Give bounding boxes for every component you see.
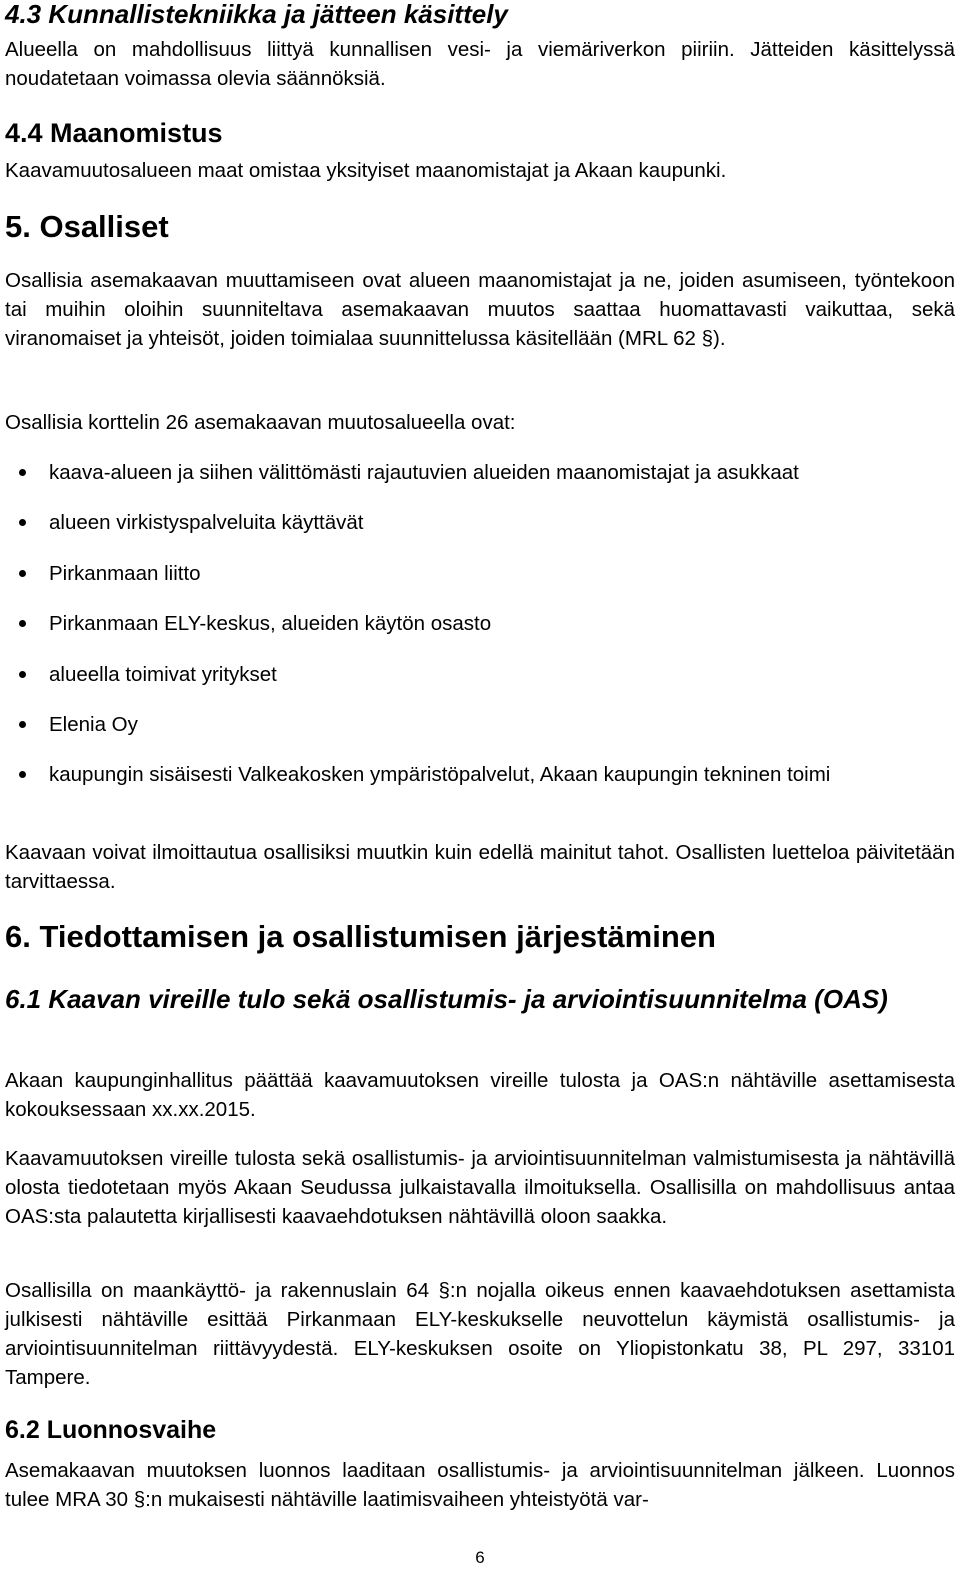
bullet-icon — [19, 671, 26, 678]
list-item: Elenia Oy — [5, 710, 955, 739]
section-5-paragraph-1: Osallisia asemakaavan muuttamiseen ovat alueen maanomistajat ja ne, joiden asumiseen, työntekoon tai muihin oloihin suunniteltava asemakaavan muutos saattaa huomattavasti vaikuttaa, sekä viranomaiset ja yhteisöt, joiden toimialaa suunnittelussa käsitellään (MRL 62 §). — [5, 269, 955, 350]
section-6-2-paragraph-1: Asemakaavan muutoksen luonnos laaditaan osallistumis- ja arviointisuunnitelman jälkeen. Luonnos tulee MRA 30 §:n mukaisesti nähtäville laatimisvaiheen yhteistyötä var- — [5, 1459, 955, 1511]
section-4-3-text: Alueella on mahdollisuus liittyä kunnallisen vesi- ja viemäriverkon piiriin. Jätteiden käsittelyssä noudatetaan voimassa olevia säännöksiä. — [5, 38, 955, 90]
bullet-icon — [19, 620, 26, 627]
section-4-4-heading: 4.4 Maanomistus — [5, 118, 223, 148]
section-6-2-heading: 6.2 Luonnosvaihe — [5, 1416, 217, 1444]
bullet-icon — [19, 570, 26, 577]
list-item: kaava-alueen ja siihen välittömästi rajautuvien alueiden maanomistajat ja asukkaat — [5, 458, 955, 487]
bullet-icon — [19, 519, 26, 526]
section-5-heading: 5. Osalliset — [5, 209, 169, 244]
section-6-heading: 6. Tiedottamisen ja osallistumisen järjestäminen — [5, 919, 716, 954]
list-item: alueen virkistyspalveluita käyttävät — [5, 508, 955, 537]
section-5-paragraph-2: Osallisia korttelin 26 asemakaavan muutosalueella ovat: — [5, 411, 516, 434]
section-6-1-paragraph-2: Kaavamuutoksen vireille tulosta sekä osallistumis- ja arviointisuunnitelman valmistumisesta ja nähtävillä olosta tiedotetaan myös Akaan Seudussa julkaistavalla ilmoituksella. Osallisilla on mahdollisuus antaa OAS:sta palautetta kirjallisesti kaavaehdotuksen nähtävillä oloon saakka. — [5, 1147, 955, 1228]
section-6-1-paragraph-1: Akaan kaupunginhallitus päättää kaavamuutoksen vireille tulosta ja OAS:n nähtäville asettamisesta kokouksessaan xx.xx.2015. — [5, 1069, 955, 1121]
bullet-icon — [19, 721, 26, 728]
bullet-icon — [19, 469, 26, 476]
section-6-1-paragraph-3: Osallisilla on maankäyttö- ja rakennuslain 64 §:n nojalla oikeus ennen kaavaehdotuksen asettamista julkisesti nähtäville esittää Pirkanmaan ELY-keskukselle neuvottelun käymistä osallistumis- ja arviointisuunnitelman riittävyydestä. ELY-keskuksen osoite on Yliopistonkatu 38, PL 297, 33101 Tampere. — [5, 1279, 955, 1389]
list-item: alueella toimivat yritykset — [5, 660, 955, 689]
section-4-3-heading: 4.3 Kunnallistekniikka ja jätteen käsittely — [5, 0, 508, 29]
list-item: kaupungin sisäisesti Valkeakosken ympäristöpalvelut, Akaan kaupungin tekninen toimi — [5, 760, 955, 789]
page-number: 6 — [475, 1548, 485, 1567]
section-5-paragraph-3: Kaavaan voivat ilmoittautua osallisiksi muutkin kuin edellä mainitut tahot. Osallisten luetteloa päivitetään tarvittaessa. — [5, 841, 955, 893]
list-item: Pirkanmaan ELY-keskus, alueiden käytön osasto — [5, 609, 955, 638]
bullet-icon — [19, 771, 26, 778]
section-4-4-text: Kaavamuutosalueen maat omistaa yksityiset maanomistajat ja Akaan kaupunki. — [5, 159, 727, 182]
list-item: Pirkanmaan liitto — [5, 559, 955, 588]
section-6-1-heading: 6.1 Kaavan vireille tulo sekä osallistumis- ja arviointisuunnitelma (OAS) — [5, 984, 888, 1014]
